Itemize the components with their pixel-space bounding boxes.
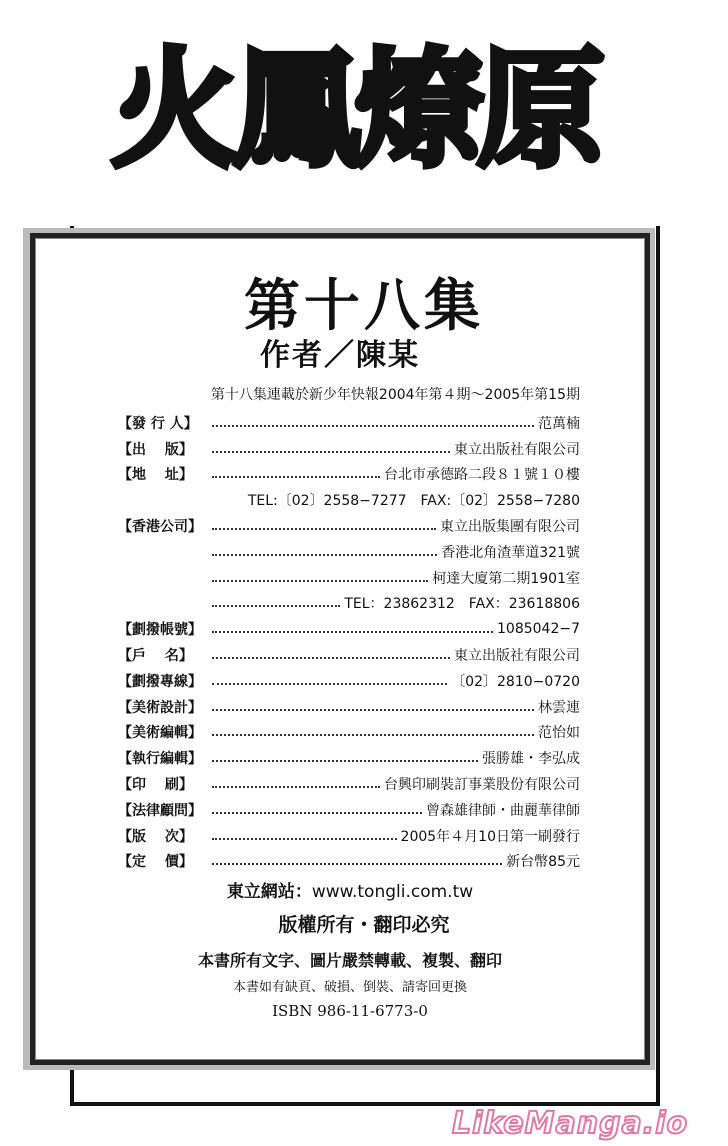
watermark-logo: LikeManga.io	[452, 1106, 689, 1141]
dot-leader	[212, 451, 450, 453]
credit-value: TEL：23862312 FAX：23618806	[344, 596, 580, 613]
dot-leader	[212, 580, 428, 582]
dot-leader	[212, 605, 340, 607]
credit-value: 香港北角渣華道321號	[441, 544, 580, 561]
credit-row	[118, 410, 580, 436]
credit-row	[118, 591, 580, 617]
dot-leader	[212, 734, 534, 736]
credit-row	[118, 668, 580, 694]
credit-label: 【戶 名】	[118, 648, 193, 665]
isbn: ISBN 986-11-6773-0	[272, 1002, 428, 1020]
credit-value: 台興印刷裝訂事業股份有限公司	[384, 777, 580, 794]
credit-row	[118, 642, 580, 668]
credit-value: 柯達大廈第二期1901室	[432, 570, 580, 587]
dot-leader	[212, 425, 534, 427]
credit-label: 【香港公司】	[118, 519, 202, 536]
credit-row	[118, 436, 580, 462]
credit-row	[118, 849, 580, 875]
credit-label: 【版 次】	[118, 828, 193, 845]
credit-value: 新台幣85元	[506, 854, 580, 871]
credit-label: 【劃撥專線】	[118, 673, 202, 690]
credit-value: 范萬楠	[538, 415, 580, 432]
credit-row	[118, 720, 580, 746]
dot-leader	[212, 476, 380, 478]
dot-leader	[212, 709, 534, 711]
dot-leader	[212, 760, 478, 762]
credit-row	[118, 823, 580, 849]
defect-notice: 本書如有缺頁、破損、倒裝、請寄回更換	[232, 980, 467, 995]
credit-value: 東立出版社有限公司	[454, 441, 580, 458]
dot-leader	[212, 657, 450, 659]
dot-leader	[212, 838, 397, 840]
credit-value: 2005年４月10日第一刷發行	[400, 828, 580, 845]
author-line: 作者／陳某	[260, 338, 420, 373]
dot-leader	[212, 812, 422, 814]
credit-row	[118, 487, 580, 513]
credit-label: 【執行編輯】	[118, 751, 202, 768]
credit-row	[118, 539, 580, 565]
credit-label: 【美術編輯】	[118, 725, 202, 742]
credit-row	[118, 462, 580, 488]
credit-value: TEL:〔02〕2558−7277 FAX:〔02〕2558−7280	[247, 493, 580, 510]
credit-row	[118, 616, 580, 642]
credit-label: 【法律顧問】	[118, 802, 202, 819]
dot-leader	[212, 631, 493, 633]
dot-leader	[212, 683, 447, 685]
credit-row	[118, 565, 580, 591]
copyright-notice: 版權所有・翻印必究	[278, 914, 450, 936]
website-line	[0, 877, 700, 902]
credit-label: 【出 版】	[118, 441, 193, 458]
credit-label: 【美術設計】	[118, 699, 202, 716]
series-title: 火鳳燎原	[110, 36, 599, 185]
credit-value: 東立出版社有限公司	[454, 648, 580, 665]
credits-list	[118, 410, 580, 874]
credit-value: 林雲連	[538, 699, 580, 716]
website-url[interactable]: www.tongli.com.tw	[311, 882, 474, 902]
credit-row	[118, 745, 580, 771]
dot-leader	[212, 863, 502, 865]
credit-label: 【劃撥帳號】	[118, 622, 202, 639]
credit-value: 范怡如	[538, 725, 580, 742]
credit-value: 曾森雄律師・曲麗華律師	[426, 802, 580, 819]
credit-value: 張勝雄・李弘成	[482, 751, 580, 768]
credit-label: 【發 行 人】	[118, 415, 198, 432]
credit-row	[118, 797, 580, 823]
reproduction-notice: 本書所有文字、圖片嚴禁轉載、複製、翻印	[197, 951, 502, 970]
dot-leader	[212, 786, 380, 788]
credit-label: 【印 刷】	[118, 777, 193, 794]
credit-row	[118, 513, 580, 539]
credit-label: 【地 址】	[118, 467, 193, 484]
credit-row	[118, 694, 580, 720]
credit-value: 台北市承德路二段８１號１０樓	[384, 467, 580, 484]
volume-title: 第十八集	[244, 273, 484, 339]
credit-row	[118, 771, 580, 797]
credit-value: 〔02〕2810−0720	[451, 673, 580, 690]
credit-value: 東立出版集團有限公司	[440, 519, 580, 536]
serialization-note: 第十八集連載於新少年快報2004年第４期～2005年第15期	[210, 387, 580, 403]
website-label: 東立網站：	[226, 882, 312, 902]
credit-label: 【定 價】	[118, 854, 193, 871]
dot-leader	[212, 554, 437, 556]
dot-leader	[212, 528, 436, 530]
credit-value: 1085042−7	[497, 621, 580, 638]
